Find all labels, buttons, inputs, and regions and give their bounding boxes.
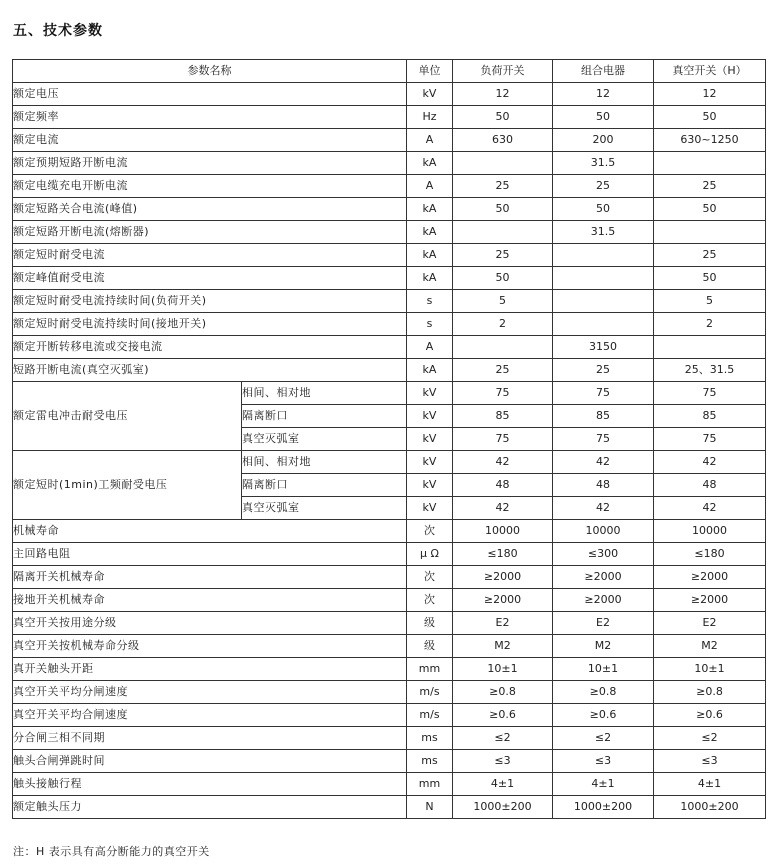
unit-cell: ms bbox=[407, 727, 453, 750]
combo-value: M2 bbox=[553, 635, 654, 658]
combo-value: 75 bbox=[553, 428, 654, 451]
unit-cell: 次 bbox=[407, 520, 453, 543]
load-switch-value: 50 bbox=[453, 267, 553, 290]
param-name: 真空开关平均合闸速度 bbox=[13, 704, 407, 727]
unit-cell: 次 bbox=[407, 589, 453, 612]
param-name: 额定峰值耐受电流 bbox=[13, 267, 407, 290]
param-name: 机械寿命 bbox=[13, 520, 407, 543]
load-switch-value: ≥0.8 bbox=[453, 681, 553, 704]
table-row bbox=[13, 290, 766, 313]
vacuum-switch-value: 2 bbox=[654, 313, 766, 336]
table-row bbox=[13, 520, 766, 543]
sub-param-name: 隔离断口 bbox=[242, 474, 407, 497]
sub-param-name: 真空灭弧室 bbox=[242, 428, 407, 451]
load-switch-value: 10±1 bbox=[453, 658, 553, 681]
load-switch-value bbox=[453, 336, 553, 359]
combo-value: ≤3 bbox=[553, 750, 654, 773]
combo-value: 31.5 bbox=[553, 152, 654, 175]
table-row bbox=[13, 566, 766, 589]
vacuum-switch-value: ≤180 bbox=[654, 543, 766, 566]
load-switch-value: 1000±200 bbox=[453, 796, 553, 819]
combo-value: 200 bbox=[553, 129, 654, 152]
load-switch-value: 75 bbox=[453, 428, 553, 451]
table-row bbox=[13, 313, 766, 336]
param-name: 触头接触行程 bbox=[13, 773, 407, 796]
table-row bbox=[13, 543, 766, 566]
vacuum-switch-value: 50 bbox=[654, 198, 766, 221]
spec-table bbox=[12, 59, 766, 819]
header-param-name: 参数名称 bbox=[13, 60, 407, 83]
vacuum-switch-value: 75 bbox=[654, 428, 766, 451]
load-switch-value: 50 bbox=[453, 106, 553, 129]
vacuum-switch-value: 4±1 bbox=[654, 773, 766, 796]
unit-cell: μ Ω bbox=[407, 543, 453, 566]
param-name: 短路开断电流(真空灭弧室) bbox=[13, 359, 407, 382]
combo-value: 1000±200 bbox=[553, 796, 654, 819]
combo-value: 75 bbox=[553, 382, 654, 405]
vacuum-switch-value: 50 bbox=[654, 106, 766, 129]
unit-cell: kV bbox=[407, 382, 453, 405]
table-row bbox=[13, 336, 766, 359]
combo-value: 48 bbox=[553, 474, 654, 497]
sub-param-name: 真空灭弧室 bbox=[242, 497, 407, 520]
unit-cell: mm bbox=[407, 773, 453, 796]
table-row bbox=[13, 681, 766, 704]
unit-cell: kA bbox=[407, 267, 453, 290]
combo-value: 31.5 bbox=[553, 221, 654, 244]
vacuum-switch-value: E2 bbox=[654, 612, 766, 635]
unit-cell: kA bbox=[407, 221, 453, 244]
vacuum-switch-value bbox=[654, 221, 766, 244]
unit-cell: m/s bbox=[407, 704, 453, 727]
combo-value: ≤2 bbox=[553, 727, 654, 750]
param-name: 额定触头压力 bbox=[13, 796, 407, 819]
combo-value: 3150 bbox=[553, 336, 654, 359]
combo-value: 25 bbox=[553, 359, 654, 382]
combo-value: ≥2000 bbox=[553, 566, 654, 589]
vacuum-switch-value: 1000±200 bbox=[654, 796, 766, 819]
header-load-switch: 负荷开关 bbox=[453, 60, 553, 83]
combo-value: 85 bbox=[553, 405, 654, 428]
combo-value: 10±1 bbox=[553, 658, 654, 681]
vacuum-switch-value: 10000 bbox=[654, 520, 766, 543]
load-switch-value: 48 bbox=[453, 474, 553, 497]
unit-cell: kV bbox=[407, 497, 453, 520]
param-name: 额定预期短路开断电流 bbox=[13, 152, 407, 175]
param-name: 额定开断转移电流或交接电流 bbox=[13, 336, 407, 359]
unit-cell: kV bbox=[407, 83, 453, 106]
load-switch-value: 42 bbox=[453, 497, 553, 520]
unit-cell: A bbox=[407, 175, 453, 198]
vacuum-switch-value: 48 bbox=[654, 474, 766, 497]
header-combo: 组合电器 bbox=[553, 60, 654, 83]
load-switch-value: 5 bbox=[453, 290, 553, 313]
param-name: 接地开关机械寿命 bbox=[13, 589, 407, 612]
param-name: 额定短时耐受电流持续时间(负荷开关) bbox=[13, 290, 407, 313]
combo-value: 12 bbox=[553, 83, 654, 106]
sub-param-name: 相间、相对地 bbox=[242, 382, 407, 405]
table-row bbox=[13, 727, 766, 750]
vacuum-switch-value bbox=[654, 336, 766, 359]
combo-value: 10000 bbox=[553, 520, 654, 543]
load-switch-value: M2 bbox=[453, 635, 553, 658]
combo-value: E2 bbox=[553, 612, 654, 635]
unit-cell: 次 bbox=[407, 566, 453, 589]
load-switch-value: 85 bbox=[453, 405, 553, 428]
combo-value: ≥0.8 bbox=[553, 681, 654, 704]
unit-cell: 级 bbox=[407, 635, 453, 658]
load-switch-value: ≤180 bbox=[453, 543, 553, 566]
unit-cell: kA bbox=[407, 244, 453, 267]
unit-cell: kA bbox=[407, 359, 453, 382]
unit-cell: kV bbox=[407, 474, 453, 497]
vacuum-switch-value: M2 bbox=[654, 635, 766, 658]
group-param-name: 额定短时(1min)工频耐受电压 bbox=[13, 451, 242, 520]
combo-value bbox=[553, 267, 654, 290]
param-name: 隔离开关机械寿命 bbox=[13, 566, 407, 589]
param-name: 额定短路关合电流(峰值) bbox=[13, 198, 407, 221]
table-row bbox=[13, 451, 766, 474]
vacuum-switch-value: 25 bbox=[654, 175, 766, 198]
param-name: 分合闸三相不同期 bbox=[13, 727, 407, 750]
table-row bbox=[13, 612, 766, 635]
param-name: 额定频率 bbox=[13, 106, 407, 129]
unit-cell: 级 bbox=[407, 612, 453, 635]
unit-cell: kV bbox=[407, 428, 453, 451]
unit-cell: A bbox=[407, 129, 453, 152]
group-param-name: 额定雷电冲击耐受电压 bbox=[13, 382, 242, 451]
footnote: 注：H 表示具有高分断能力的真空开关 bbox=[13, 845, 210, 858]
load-switch-value: 25 bbox=[453, 244, 553, 267]
table-row bbox=[13, 244, 766, 267]
vacuum-switch-value: ≤3 bbox=[654, 750, 766, 773]
combo-value: 25 bbox=[553, 175, 654, 198]
combo-value bbox=[553, 290, 654, 313]
table-row bbox=[13, 221, 766, 244]
combo-value: ≥2000 bbox=[553, 589, 654, 612]
unit-cell: Hz bbox=[407, 106, 453, 129]
vacuum-switch-value: 5 bbox=[654, 290, 766, 313]
load-switch-value: 42 bbox=[453, 451, 553, 474]
unit-cell: kA bbox=[407, 198, 453, 221]
load-switch-value: 25 bbox=[453, 175, 553, 198]
vacuum-switch-value: 10±1 bbox=[654, 658, 766, 681]
load-switch-value: ≤2 bbox=[453, 727, 553, 750]
table-row bbox=[13, 129, 766, 152]
load-switch-value: 25 bbox=[453, 359, 553, 382]
vacuum-switch-value: 12 bbox=[654, 83, 766, 106]
sub-param-name: 相间、相对地 bbox=[242, 451, 407, 474]
param-name: 真空开关按机械寿命分级 bbox=[13, 635, 407, 658]
load-switch-value: E2 bbox=[453, 612, 553, 635]
unit-cell: mm bbox=[407, 658, 453, 681]
load-switch-value: 4±1 bbox=[453, 773, 553, 796]
vacuum-switch-value: 75 bbox=[654, 382, 766, 405]
unit-cell: kV bbox=[407, 451, 453, 474]
load-switch-value: 12 bbox=[453, 83, 553, 106]
load-switch-value: 50 bbox=[453, 198, 553, 221]
table-row bbox=[13, 83, 766, 106]
section-title: 五、技术参数 bbox=[13, 23, 103, 39]
table-row bbox=[13, 704, 766, 727]
vacuum-switch-value: ≥0.8 bbox=[654, 681, 766, 704]
vacuum-switch-value: 85 bbox=[654, 405, 766, 428]
param-name: 额定电流 bbox=[13, 129, 407, 152]
param-name: 真空开关按用途分级 bbox=[13, 612, 407, 635]
param-name: 额定短路开断电流(熔断器) bbox=[13, 221, 407, 244]
table-row bbox=[13, 267, 766, 290]
header-vacuum-switch: 真空开关（H） bbox=[654, 60, 766, 83]
combo-value: ≤300 bbox=[553, 543, 654, 566]
unit-cell: s bbox=[407, 290, 453, 313]
combo-value bbox=[553, 313, 654, 336]
sub-param-name: 隔离断口 bbox=[242, 405, 407, 428]
param-name: 额定电缆充电开断电流 bbox=[13, 175, 407, 198]
table-row bbox=[13, 382, 766, 405]
vacuum-switch-value: ≥2000 bbox=[654, 566, 766, 589]
vacuum-switch-value: ≤2 bbox=[654, 727, 766, 750]
unit-cell: kA bbox=[407, 152, 453, 175]
param-name: 真开关触头开距 bbox=[13, 658, 407, 681]
header-row bbox=[13, 60, 766, 83]
load-switch-value bbox=[453, 152, 553, 175]
table-row bbox=[13, 773, 766, 796]
table-row bbox=[13, 198, 766, 221]
table-row bbox=[13, 106, 766, 129]
load-switch-value bbox=[453, 221, 553, 244]
unit-cell: s bbox=[407, 313, 453, 336]
unit-cell: ms bbox=[407, 750, 453, 773]
table-row bbox=[13, 175, 766, 198]
param-name: 主回路电阻 bbox=[13, 543, 407, 566]
load-switch-value: ≤3 bbox=[453, 750, 553, 773]
load-switch-value: 630 bbox=[453, 129, 553, 152]
table-row bbox=[13, 635, 766, 658]
combo-value: 50 bbox=[553, 198, 654, 221]
param-name: 额定短时耐受电流 bbox=[13, 244, 407, 267]
vacuum-switch-value: 25 bbox=[654, 244, 766, 267]
vacuum-switch-value bbox=[654, 152, 766, 175]
vacuum-switch-value: 25、31.5 bbox=[654, 359, 766, 382]
param-name: 触头合闸弹跳时间 bbox=[13, 750, 407, 773]
table-row bbox=[13, 589, 766, 612]
combo-value: 42 bbox=[553, 451, 654, 474]
table-row bbox=[13, 152, 766, 175]
param-name: 额定电压 bbox=[13, 83, 407, 106]
table-row bbox=[13, 359, 766, 382]
combo-value bbox=[553, 244, 654, 267]
combo-value: 4±1 bbox=[553, 773, 654, 796]
load-switch-value: 10000 bbox=[453, 520, 553, 543]
combo-value: 50 bbox=[553, 106, 654, 129]
table-row bbox=[13, 658, 766, 681]
load-switch-value: ≥0.6 bbox=[453, 704, 553, 727]
load-switch-value: 2 bbox=[453, 313, 553, 336]
vacuum-switch-value: 50 bbox=[654, 267, 766, 290]
vacuum-switch-value: 630~1250 bbox=[654, 129, 766, 152]
unit-cell: N bbox=[407, 796, 453, 819]
load-switch-value: 75 bbox=[453, 382, 553, 405]
combo-value: 42 bbox=[553, 497, 654, 520]
param-name: 额定短时耐受电流持续时间(接地开关) bbox=[13, 313, 407, 336]
unit-cell: kV bbox=[407, 405, 453, 428]
unit-cell: m/s bbox=[407, 681, 453, 704]
load-switch-value: ≥2000 bbox=[453, 566, 553, 589]
vacuum-switch-value: ≥2000 bbox=[654, 589, 766, 612]
load-switch-value: ≥2000 bbox=[453, 589, 553, 612]
vacuum-switch-value: 42 bbox=[654, 497, 766, 520]
vacuum-switch-value: ≥0.6 bbox=[654, 704, 766, 727]
unit-cell: A bbox=[407, 336, 453, 359]
combo-value: ≥0.6 bbox=[553, 704, 654, 727]
param-name: 真空开关平均分闸速度 bbox=[13, 681, 407, 704]
table-row bbox=[13, 796, 766, 819]
header-unit: 单位 bbox=[407, 60, 453, 83]
table-row bbox=[13, 750, 766, 773]
vacuum-switch-value: 42 bbox=[654, 451, 766, 474]
